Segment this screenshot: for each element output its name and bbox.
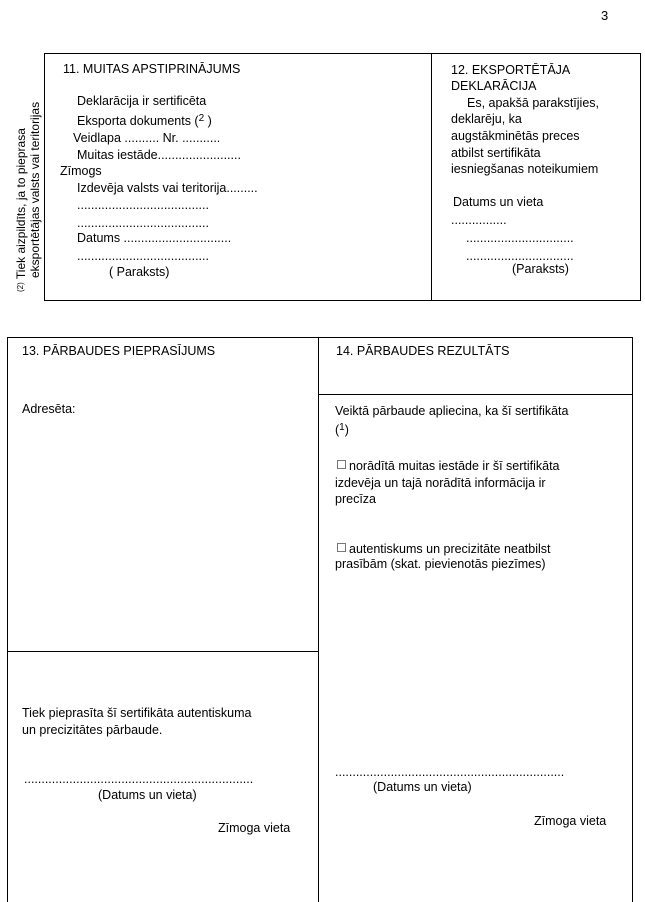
box12-text-line4: atbilst sertifikāta [451,146,541,160]
box13-title: 13. PĀRBAUDES PIEPRASĪJUMS [22,344,216,358]
side-note-line1: Tiek aizpildīts, ja to pieprasa [14,128,28,280]
box14-dotted-line: .................................................................. [335,765,565,779]
box14-stamp-place-label: Zīmoga vieta [534,814,607,828]
option2-line1: autentiskums un precizitāte neatbilst [349,542,551,556]
box12-dotted-line-3: ............................... [466,249,574,263]
box13-stamp-place-label: Zīmoga vieta [218,821,291,835]
box13-request-line1: Tiek pieprasīta šī sertifikāta autentiskuma [22,706,252,720]
option1-line1: norādītā muitas iestāde ir šī sertifikāta [349,459,560,473]
option1-checkbox[interactable] [337,460,346,469]
box11-customs-office: Muitas iestāde........................ [77,148,241,162]
box11-issuing-country: Izdevēja valsts vai teritorija......... [77,181,258,195]
side-note-line2: eksportētājas valsts vai teritorijas [28,101,42,278]
box13-split-line [7,651,319,652]
box12-text-line2: deklarēju, ka [451,112,522,126]
box14-date-place-label: (Datums un vieta) [373,780,472,794]
box12-text-line1: Es, apakšā parakstījies, [467,96,600,110]
box12-title-line2: DEKLARĀCIJA [451,79,537,93]
box12-text-line3: augstākminētās preces [451,129,580,143]
footnote-marker: (2) [16,282,25,292]
box11-dotted-line-2: ...................................... [77,216,209,230]
box14-option1 [337,459,560,473]
box11-dotted-line-3: ...................................... [77,249,209,263]
box14-intro-line2: ($^1$) [335,422,349,437]
box11-title: 11. MUITAS APSTIPRINĀJUMS [63,62,241,76]
box14-title: 14. PĀRBAUDES REZULTĀTS [336,344,510,358]
box11-date: Datums ............................... [77,231,232,245]
box11-dotted-line-1: ...................................... [77,198,209,212]
box13-box14-divider [318,337,319,902]
box13-request-line2: un precizitātes pārbaude. [22,723,163,737]
box14-option2-line2: prasībām (skat. pievienotās piezīmes) [335,557,546,571]
box14-intro-line1: Veiktā pārbaude apliecina, ka šī sertifikāta [335,404,569,418]
box13-dotted-line: .................................................................. [24,772,254,786]
box11-export-document: Eksporta dokuments ($^2$ ) [77,113,212,128]
box14-title-separator [318,394,633,395]
box12-date-place-label: Datums un vieta [453,195,544,209]
box11-declaration-certified: Deklarācija ir sertificēta [77,94,207,108]
box11-stamp-label: Zīmogs [60,164,102,178]
box14-option1-line3: precīza [335,492,376,506]
box11-box12-divider [431,53,432,301]
box12-text-line5: iesniegšanas noteikumiem [451,162,599,176]
box11-signature-label: ( Paraksts) [109,265,170,279]
page-number: 3 [601,8,609,23]
box11-form-number: Veidlapa .......... Nr. ........... [73,131,221,145]
box14-option1-line2: izdevēja un tajā norādītā informācija ir [335,476,546,490]
box13-date-place-label: (Datums un vieta) [98,788,197,802]
box12-title-line1: 12. EKSPORTĒTĀJA [451,63,571,77]
side-note [0,60,46,300]
box12-dotted-line-1: ................ [451,213,507,227]
box12-dotted-line-2: ............................... [466,231,574,245]
box14-option2 [337,542,551,556]
box12-signature-label: (Paraksts) [512,262,569,276]
box13-addressed-to: Adresēta: [22,402,76,416]
option2-checkbox[interactable] [337,543,346,552]
